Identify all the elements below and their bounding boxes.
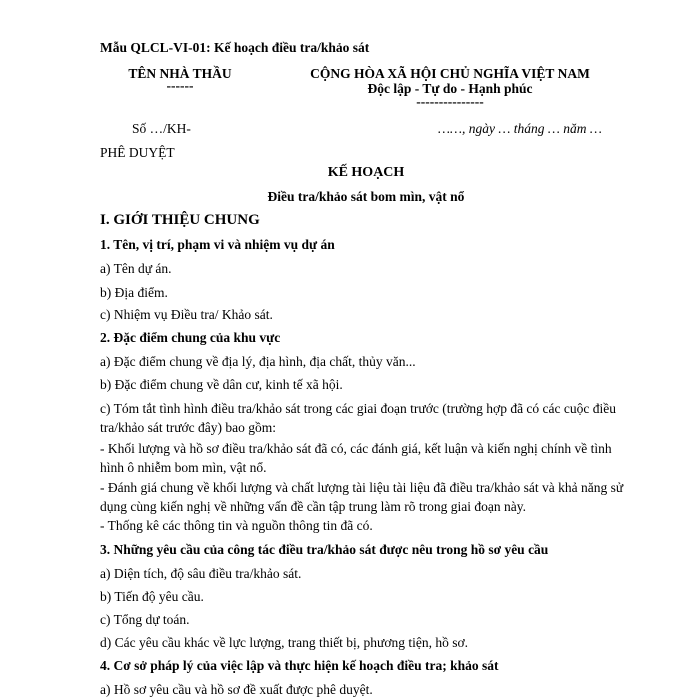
list-item: a) Tên dự án. — [100, 261, 172, 276]
document-date: ……, ngày … tháng … năm … — [438, 121, 602, 136]
list-item: d) Các yêu cầu khác về lực lượng, trang thiết bị, phương tiện, hồ sơ. — [100, 635, 469, 650]
list-item: a) Diện tích, độ sâu điều tra/khảo sát. — [100, 566, 302, 581]
subsection-heading: 3. Những yêu cầu của công tác điều tra/khảo sát được nêu trong hồ sơ yêu cầu — [100, 542, 549, 557]
document-title: KẾ HOẠCH — [327, 165, 405, 180]
document-subtitle: Điều tra/khảo sát bom mìn, vật nổ — [267, 189, 465, 204]
list-item: a) Đặc điểm chung về địa lý, địa hình, địa chất, thủy văn... — [100, 354, 416, 369]
list-item: b) Địa điểm. — [100, 285, 168, 300]
list-item: - Thống kê các thông tin và nguồn thông tin đã có. — [100, 518, 373, 533]
list-item: b) Đặc điểm chung về dân cư, kinh tế xã hội. — [100, 377, 343, 392]
motto: Độc lập - Tự do - Hạnh phúc — [367, 81, 533, 96]
paragraph: - Khối lượng và hồ sơ điều tra/khảo sát đã có, các đánh giá, kết luận và kiến nghị chính về tình hình ô nhiễm bom mìn, vật nổ. — [100, 441, 612, 475]
contractor-name: TÊN NHÀ THẦU — [128, 66, 232, 81]
document-number: Số …/KH- — [132, 121, 191, 136]
paragraph: c) Tóm tắt tình hình điều tra/khảo sát trong các giai đoạn trước (trường hợp đã có các cuộc điều tra/khảo sát trước đây) bao gồm: — [100, 401, 617, 435]
approval-label: PHÊ DUYỆT — [100, 145, 175, 160]
list-item: a) Hồ sơ yêu cầu và hồ sơ đề xuất được phê duyệt. — [100, 682, 373, 697]
list-item: c) Tổng dự toán. — [100, 612, 190, 627]
subsection-heading: 2. Đặc điểm chung của khu vực — [100, 330, 281, 345]
form-code: Mẫu QLCL-VI-01: Kế hoạch điều tra/khảo sát — [100, 40, 370, 55]
motto-rule: --------------- — [416, 94, 484, 109]
subsection-heading: 1. Tên, vị trí, phạm vi và nhiệm vụ dự án — [100, 237, 335, 252]
list-item: c) Nhiệm vụ Điều tra/ Khảo sát. — [100, 307, 273, 322]
subsection-heading: 4. Cơ sở pháp lý của việc lập và thực hiện kế hoạch điều tra; khảo sát — [100, 658, 499, 673]
section-heading: I. GIỚI THIỆU CHUNG — [100, 212, 260, 228]
contractor-rule: ------ — [166, 78, 194, 93]
paragraph: - Đánh giá chung về khối lượng và chất lượng tài liệu tài liệu đã điều tra/khảo sát và khả năng sử dụng cùng kiến nghị về những vấn đề cần tập trung làm rõ trong giai đoạn này. — [100, 480, 624, 514]
country-name: CỘNG HÒA XÃ HỘI CHỦ NGHĨA VIỆT NAM — [310, 66, 590, 81]
list-item: b) Tiến độ yêu cầu. — [100, 589, 204, 604]
